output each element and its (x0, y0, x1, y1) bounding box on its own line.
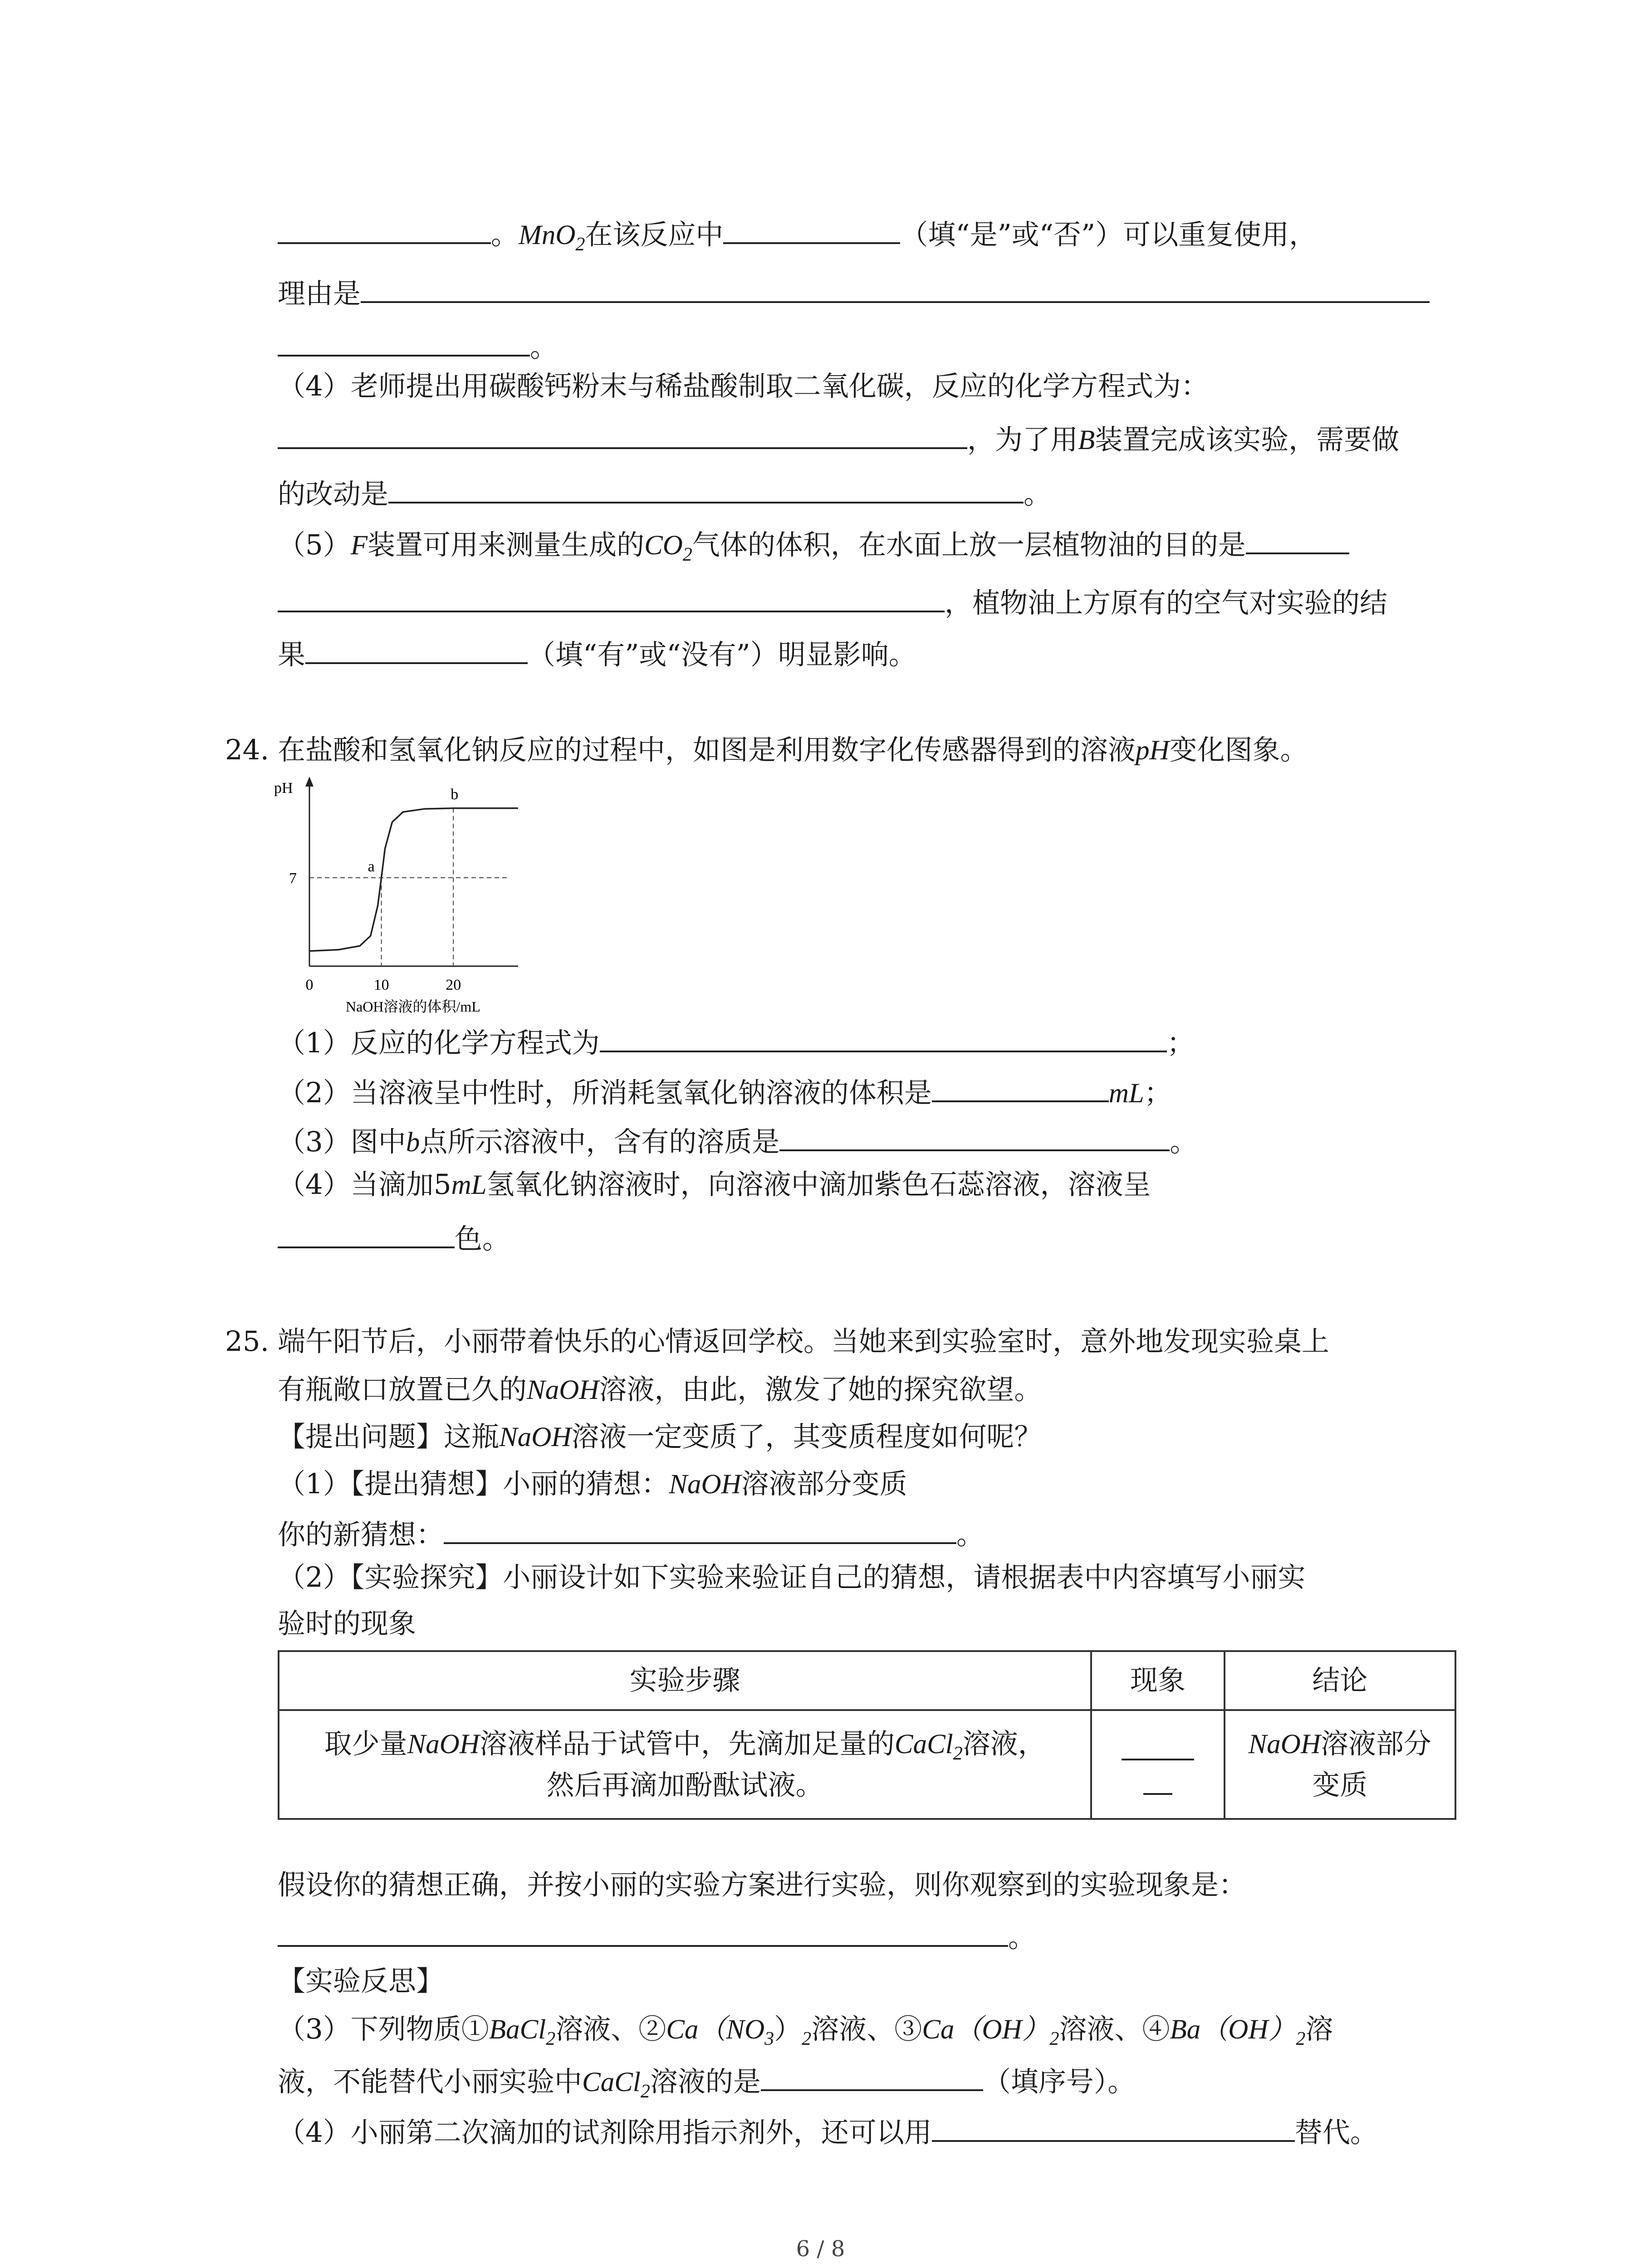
q25-line11: （3）下列物质①BaCl$_2$溶液、$②Ca(NO_3)_2$溶液、$③Ca(OH)_2$溶液、$④Ba(OH)_2$溶 (278, 2013, 1333, 2049)
answer-blank[interactable] (278, 1217, 455, 1248)
answer-blank[interactable] (779, 1119, 1170, 1151)
header-conclusion: 结论 (1225, 1651, 1455, 1710)
q25-line5: 你的新猜想： 。 (278, 1512, 984, 1553)
q23-line1: 。MnO$_2$在该反应中 （填“是”或“否”）可以重复使用， (278, 212, 1317, 254)
q25-line10: 【实验反思】 (278, 1965, 444, 1997)
q25-line13: （4）小丽第二次滴加的试剂除用指示剂外，还可以用 替代。 (278, 2110, 1378, 2151)
x-tick-label: 10 (373, 977, 389, 993)
q23-part5-line2: ，植物油上方原有的空气对实验的结 (278, 581, 1387, 621)
q25-line2: 有瓶敞口放置已久的NaOH溶液，由此，激发了她的探究欲望。 (278, 1374, 1042, 1406)
ph-chart (272, 771, 526, 1016)
table-row (279, 1710, 1455, 1819)
answer-blank[interactable] (278, 325, 530, 357)
phenomenon-answer-cell[interactable] (1091, 1710, 1224, 1819)
step-cell: 取少量NaOH溶液样品于试管中，先滴加足量的CaCl$_2$溶液， 然后再滴加酚酞试液。 (279, 1710, 1091, 1819)
answer-blank[interactable] (278, 1915, 1008, 1947)
answer-blank[interactable] (278, 212, 491, 244)
answer-blank[interactable] (600, 1021, 1167, 1052)
point-b-label: b (451, 786, 459, 803)
answer-blank[interactable] (1246, 523, 1349, 554)
q23-part5: （5）F装置可用来测量生成的$CO_2$气体的体积，在水面上放一层植物油的目的是 (278, 523, 1349, 564)
x-axis-label: NaOH溶液的体积/mL (346, 998, 480, 1015)
table-header-row (279, 1651, 1455, 1710)
answer-blank[interactable] (761, 2059, 983, 2091)
ph-curve (309, 808, 518, 951)
q24-part3: （3）图中b点所示溶液中，含有的溶质是 。 (278, 1119, 1197, 1161)
q25-line12: 液，不能替代小丽实验中CaCl$_2$溶液的是 （填序号）。 (278, 2059, 1135, 2101)
answer-blank[interactable] (361, 271, 1430, 303)
q23-line2: 理由是 (278, 271, 1430, 312)
q24-part4: （4）当滴加5mL氢氧化钠溶液时，向溶液中滴加紫色石蕊溶液，溶液呈 (278, 1168, 1151, 1201)
q24-part4-line2: 色。 (278, 1217, 510, 1257)
conclusion-cell: NaOH溶液部分 变质 (1225, 1710, 1455, 1819)
q25-line1: 25. 端午阳节后，小丽带着快乐的心情返回学校。当她来到实验室时，意外地发现实验桌上 (225, 1325, 1330, 1358)
page-number: 6 / 8 (796, 2236, 845, 2262)
y-axis-arrow (305, 777, 314, 787)
q24-part1: （1）反应的化学方程式为 ； (278, 1021, 1195, 1061)
q24-intro: 24. 在盐酸和氢氧化钠反应的过程中，如图是利用数字化传感器得到的溶液pH变化图象。 (225, 734, 1308, 766)
q25-line9: 。 (278, 1915, 1036, 1956)
experiment-table (278, 1650, 1456, 1820)
x-tick-label: 0 (305, 977, 314, 993)
answer-blank[interactable] (932, 2110, 1295, 2142)
q25-line6: （2）【实验探究】小丽设计如下实验来验证自己的猜想，请根据表中内容填写小丽实 (278, 1561, 1306, 1593)
q24-part2: （2）当溶液呈中性时，所消耗氢氧化钠溶液的体积是 mL； (278, 1070, 1172, 1112)
answer-blank[interactable] (723, 212, 900, 244)
answer-blank[interactable] (444, 1512, 956, 1544)
header-steps: 实验步骤 (279, 1651, 1091, 1710)
q23-line3: 。 (278, 325, 558, 366)
answer-blank[interactable] (278, 581, 945, 612)
answer-blank[interactable] (388, 472, 1024, 503)
answer-blank[interactable] (305, 632, 528, 664)
y-tick-label: 7 (289, 870, 297, 887)
q25-line8: 假设你的猜想正确，并按小丽的实验方案进行实验，则你观察到的实验现象是： (278, 1869, 1247, 1901)
q23-part4: （4）老师提出用碳酸钙粉末与稀盐酸制取二氧化碳，反应的化学方程式为： (278, 370, 1209, 402)
q25-line7: 验时的现象 (278, 1608, 416, 1640)
q25-line4: （1）【提出猜想】小丽的猜想：NaOH溶液部分变质 (278, 1468, 907, 1500)
q25-line3: 【提出问题】这瓶NaOH溶液一定变质了，其变质程度如何呢？ (278, 1421, 1042, 1453)
header-phenomenon: 现象 (1091, 1651, 1224, 1710)
answer-blank[interactable] (278, 417, 967, 449)
q23-part4-line3: 的改动是 。 (278, 472, 1051, 513)
answer-blank[interactable] (932, 1070, 1109, 1102)
q23-part4-line2: ，为了用B装置完成该实验，需要做 (278, 417, 1399, 459)
q23-part5-line3: 果 （填“有”或“没有”）明显影响。 (278, 632, 916, 673)
point-a-label: a (367, 858, 375, 875)
y-axis-label: pH (274, 780, 293, 797)
x-tick-label: 20 (446, 977, 461, 993)
